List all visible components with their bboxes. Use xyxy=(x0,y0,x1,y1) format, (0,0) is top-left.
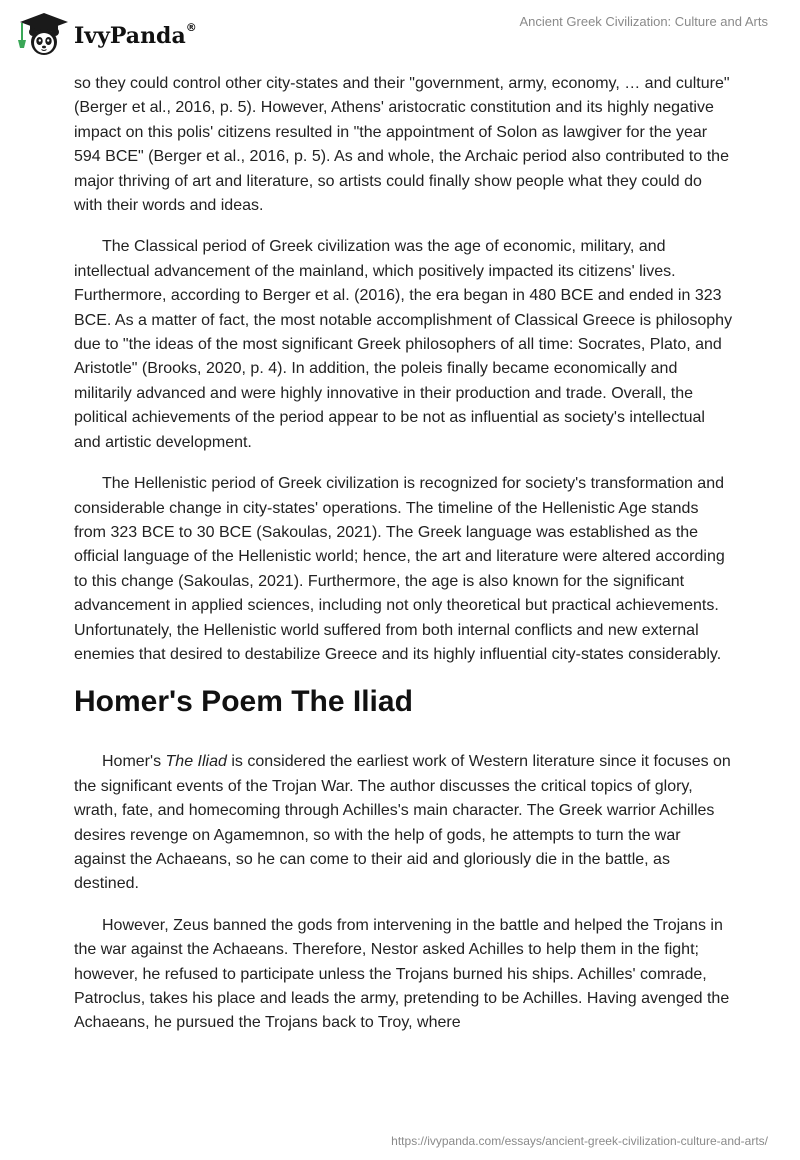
paragraph-classical-period: The Classical period of Greek civilization was the age of economic, military, and intellectual advancement of the mainland, which positively impacted its citizens' lives. Furthermore, according to Berger et al. (2016), the era began in 480 BCE and ended in 323 BCE. As a matter of fact, the most notable accomplishment of Classical Greece is philosophy due to "the ideas of the most significant Greek philosophers of all time: Socrates, Plato, and Aristotle" (Brooks, 2020, p. 4). In addition, the poleis finally became economically and militarily advanced and were highly innovative in their production and trade. Overall, the political achievements of the period appear to be not as influential as society's intellectual and artistic development. xyxy=(74,238,733,451)
paragraph-hellenistic-period: The Hellenistic period of Greek civilization is recognized for society's transformation and considerable change in city-states' operations. The timeline of the Hellenistic Age stands from 323 BCE to 30 BCE (Sakoulas, 2021). The Greek language was established as the official language of the Hellenistic world; hence, the art and literature were altered according to this change (Sakoulas, 2021). Furthermore, the age is also known for the significant advancement in applied sciences, including not only theoretical but practical achievements. Unfortunately, the Hellenistic world suffered from both internal conflicts and new external enemies that desired to destabilize Greece and its highly influential city-states considerably. xyxy=(74,475,725,663)
panda-graduate-icon xyxy=(14,10,70,58)
document-title: Ancient Greek Civilization: Culture and Arts xyxy=(519,14,768,29)
paragraph-archaic-continued: so they could control other city-states and their "government, army, economy, … and culture" (Berger et al., 2016, p. 5). However, Athens' aristocratic constitution and its highly negative impact on this polis' citizens resulted in "the appointment of Solon as lawgiver for the year 594 BCE" (Berger et al., 2016, p. 5). As and whole, the Archaic period also contributed to the major thriving of art and literature, so artists could finally show people what they could do with their words and ideas. xyxy=(74,75,730,215)
paragraph-iliad-intro-start: Homer's xyxy=(102,753,166,771)
paragraph-iliad-intro-rest: is considered the earliest work of Western literature since it focuses on the significant events of the Trojan War. The author discusses the critical topics of glory, wrath, fate, and homecoming through Achilles's main character. The Greek warrior Achilles desires revenge on Agamemnon, so with the help of gods, he attempts to turn the war against the Achaeans, so he can come to their aid and gloriously die in the battle, as destined. xyxy=(74,753,731,893)
paragraph-iliad-plot: However, Zeus banned the gods from intervening in the battle and helped the Trojans in the war against the Achaeans. Therefore, Nestor asked Achilles to help them in the fight; however, he refused to participate unless the Trojans burned his ships. Achilles' comrade, Patroclus, takes his place and leads the army, pretending to be Achilles. Having avenged the Achaeans, he pursued the Trojans back to Troy, where xyxy=(74,916,730,1032)
page-header xyxy=(0,0,800,70)
section-heading-iliad: Homer's Poem The Iliad xyxy=(74,685,413,719)
source-url[interactable]: https://ivypanda.com/essays/ancient-greek-civilization-culture-and-arts/ xyxy=(391,1134,768,1148)
essay-content xyxy=(74,72,734,1053)
brand-name xyxy=(74,23,197,49)
brand-logo[interactable] xyxy=(14,10,197,58)
paragraph-iliad-intro xyxy=(74,750,734,896)
iliad-title-italic: The Iliad xyxy=(165,753,227,771)
registered-mark: ® xyxy=(185,21,197,34)
brand-name-text: IvyPanda xyxy=(74,23,186,49)
